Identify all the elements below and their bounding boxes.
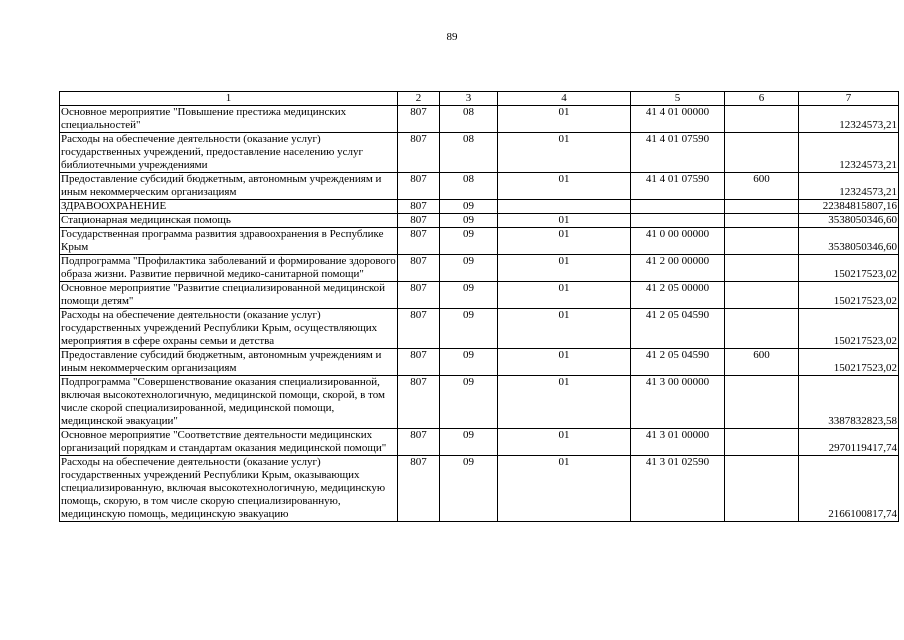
row-col-4: 01 [498,456,631,522]
row-col-5: 41 3 01 02590 [631,456,725,522]
row-col-5: 41 4 01 07590 [631,133,725,173]
row-col-5: 41 3 00 00000 [631,376,725,429]
row-col-6 [725,456,799,522]
row-amount: 2970119417,74 [799,429,899,456]
row-col-2: 807 [398,349,440,376]
row-col-5: 41 2 05 00000 [631,282,725,309]
row-col-6 [725,228,799,255]
row-col-4: 01 [498,376,631,429]
row-name: Подпрограмма "Профилактика заболеваний и формирование здорового образа жизни. Развитие первичной медико-санитарной помощи" [61,255,396,280]
row-col-2: 807 [398,376,440,429]
row-name: Государственная программа развития здравоохранения в Республике Крым [60,228,398,255]
row-amount: 12324573,21 [799,133,899,173]
header-col-6: 6 [725,92,799,106]
table-row [60,173,899,200]
row-amount: 150217523,02 [799,255,899,282]
row-col-2: 807 [398,282,440,309]
row-col-6 [725,214,799,228]
row-col-3: 09 [440,349,498,376]
row-col-6 [725,376,799,429]
row-col-5: 41 0 00 00000 [631,228,725,255]
row-col-3: 09 [440,309,498,349]
row-col-2: 807 [398,200,440,214]
row-col-5: 41 3 01 00000 [631,429,725,456]
row-col-4: 01 [498,106,631,133]
row-col-6 [725,282,799,309]
row-col-2: 807 [398,309,440,349]
row-name: Расходы на обеспечение деятельности (оказание услуг) государственных учреждений Республики Крым, осуществляющих мероприятия в сфере охраны семьи и детства [60,309,398,349]
row-amount: 2166100817,74 [799,456,899,522]
row-col-4: 01 [498,255,631,282]
table-header-row [60,92,899,106]
row-col-3: 08 [440,106,498,133]
row-col-4: 01 [498,214,631,228]
table-row [60,309,899,349]
row-col-3: 09 [440,429,498,456]
row-amount: 150217523,02 [799,282,899,309]
table-row [60,200,899,214]
header-col-3: 3 [440,92,498,106]
table-row [60,106,899,133]
row-name: Основное мероприятие "Соответствие деятельности медицинских организаций порядкам и стандартам оказания медицинской помощи" [60,429,398,456]
row-col-6 [725,309,799,349]
row-col-3: 09 [440,376,498,429]
row-col-3: 09 [440,255,498,282]
row-col-2: 807 [398,255,440,282]
header-col-7: 7 [799,92,899,106]
page-number: 89 [446,31,458,43]
row-col-6 [725,255,799,282]
header-col-2: 2 [398,92,440,106]
table-row [60,133,899,173]
row-col-2: 807 [398,228,440,255]
row-amount: 150217523,02 [799,309,899,349]
row-col-3: 09 [440,228,498,255]
row-col-3: 09 [440,214,498,228]
row-col-2: 807 [398,456,440,522]
budget-table [59,91,899,522]
row-col-5 [631,200,725,214]
table-row [60,376,899,429]
table-row [60,429,899,456]
row-col-4: 01 [498,309,631,349]
table-row [60,228,899,255]
row-col-2: 807 [398,429,440,456]
row-amount: 3538050346,60 [799,228,899,255]
row-col-4: 01 [498,133,631,173]
row-col-2: 807 [398,106,440,133]
row-col-6 [725,133,799,173]
row-amount: 22384815807,16 [799,200,899,214]
row-col-3: 09 [440,200,498,214]
row-name: Подпрограмма "Совершенствование оказания специализированной, включая высокотехнологичную, медицинской помощи, скорой, в том числе скорой специализированной, медицинской помощи, медицинской эвакуации" [60,376,398,429]
row-col-2: 807 [398,173,440,200]
row-col-6 [725,106,799,133]
table-row [60,255,899,282]
row-col-4: 01 [498,173,631,200]
row-col-6: 600 [725,349,799,376]
row-name: Расходы на обеспечение деятельности (оказание услуг) государственных учреждений Республики Крым, оказывающих специализированную, включая высокотехнологичную, медицинскую помощь, скорую, в том числе скорую специализированную, медицинскую помощь, медицинскую эвакуацию [60,456,398,522]
header-col-4: 4 [498,92,631,106]
row-amount: 150217523,02 [799,349,899,376]
table-row [60,456,899,522]
table-row [60,282,899,309]
row-name: Расходы на обеспечение деятельности (оказание услуг) государственных учреждений, предоставление населению услуг библиотечными учреждениями [60,133,398,173]
row-col-5: 41 2 00 00000 [631,255,725,282]
table-row [60,214,899,228]
row-name: ЗДРАВООХРАНЕНИЕ [60,200,398,214]
row-name: Основное мероприятие "Развитие специализированной медицинской помощи детям" [60,282,398,309]
row-col-5: 41 4 01 00000 [631,106,725,133]
row-col-5: 41 2 05 04590 [631,309,725,349]
row-col-3: 08 [440,133,498,173]
row-col-4: 01 [498,228,631,255]
header-col-5: 5 [631,92,725,106]
row-amount: 3387832823,58 [799,376,899,429]
row-col-3: 09 [440,282,498,309]
row-col-6 [725,429,799,456]
row-col-2: 807 [398,133,440,173]
row-col-3: 09 [440,456,498,522]
row-name: Основное мероприятие "Повышение престижа медицинских специальностей" [60,106,398,133]
row-col-4 [498,200,631,214]
row-col-6 [725,200,799,214]
row-col-5: 41 2 05 04590 [631,349,725,376]
row-col-4: 01 [498,349,631,376]
row-col-2: 807 [398,214,440,228]
row-amount: 3538050346,60 [799,214,899,228]
row-col-4: 01 [498,282,631,309]
row-col-4: 01 [498,429,631,456]
row-col-3: 08 [440,173,498,200]
row-col-5 [631,214,725,228]
row-name: Предоставление субсидий бюджетным, автономным учреждениям и иным некоммерческим организациям [60,173,398,200]
row-name: Стационарная медицинская помощь [60,214,398,228]
row-amount: 12324573,21 [799,173,899,200]
row-name: Предоставление субсидий бюджетным, автономным учреждениям и иным некоммерческим организациям [60,349,398,376]
row-col-5: 41 4 01 07590 [631,173,725,200]
row-col-6: 600 [725,173,799,200]
row-amount: 12324573,21 [799,106,899,133]
table-row [60,349,899,376]
header-col-1: 1 [60,92,398,106]
